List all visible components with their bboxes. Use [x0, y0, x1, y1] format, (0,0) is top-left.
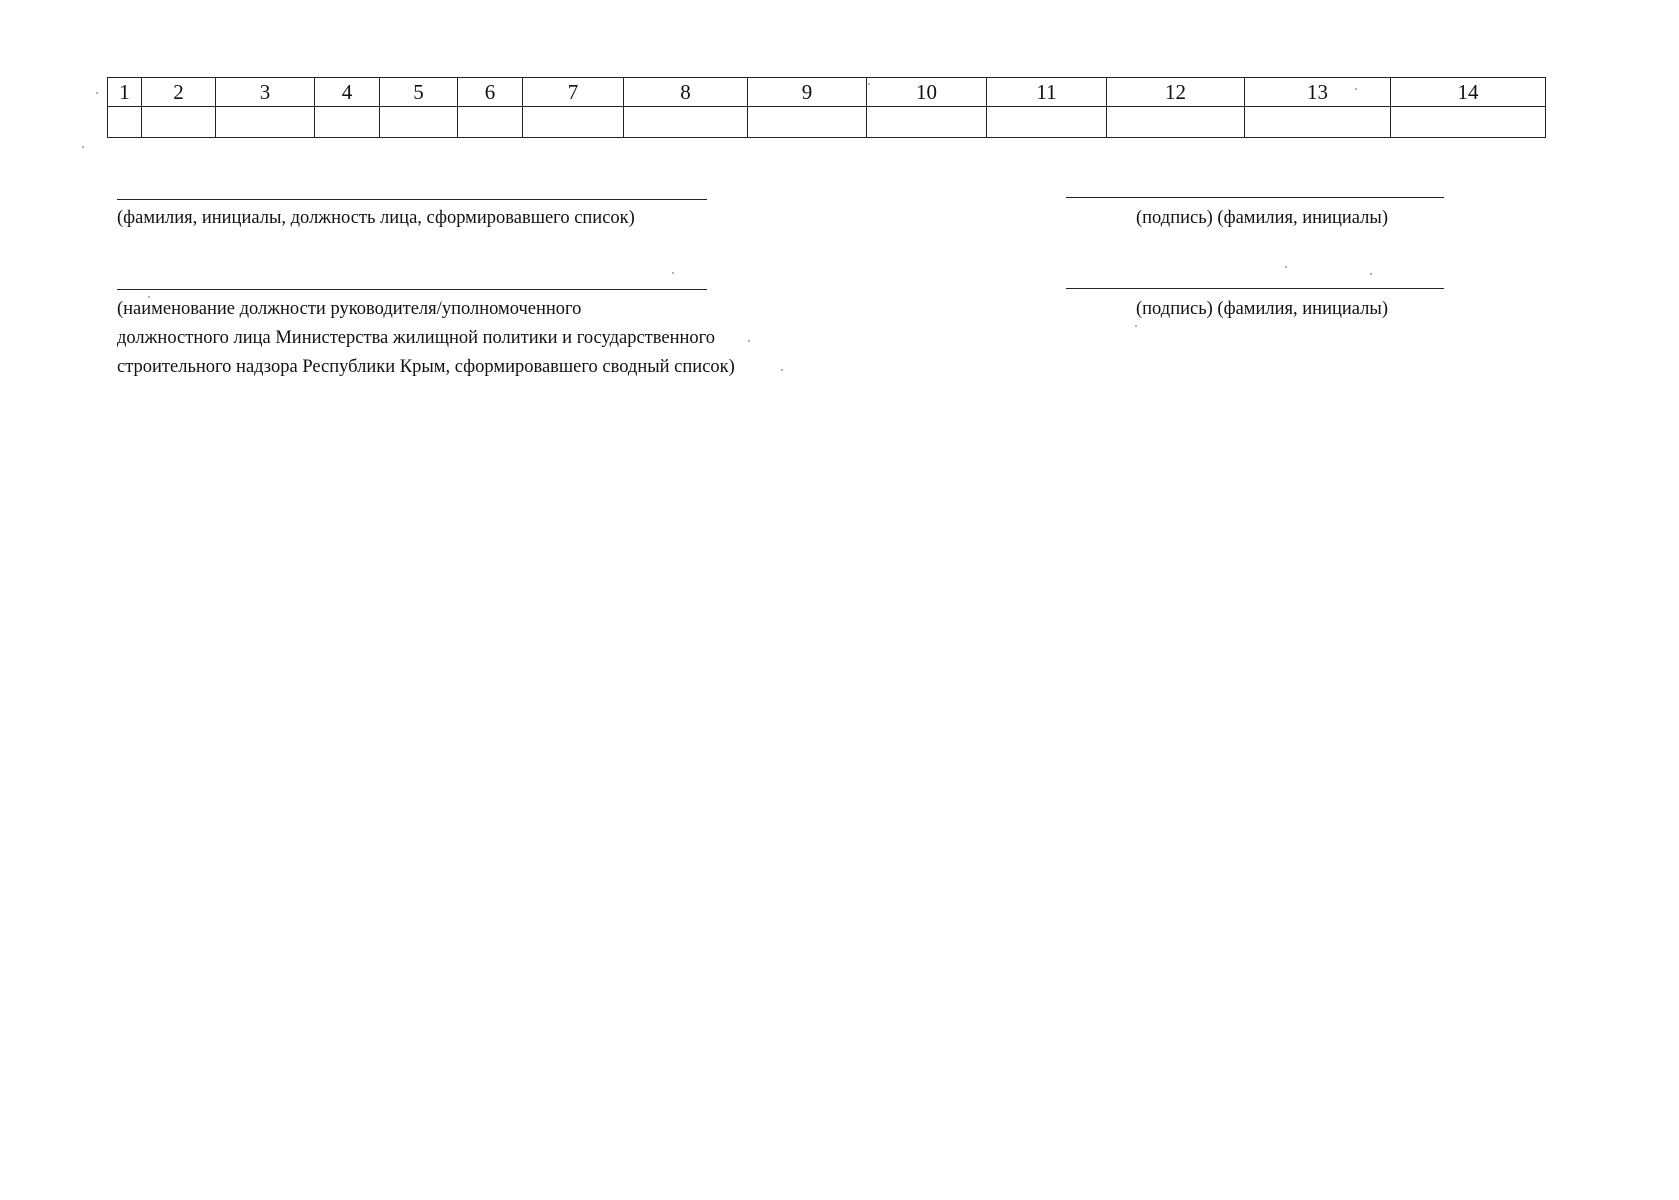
signature-line-official-sign [1066, 288, 1444, 289]
table-cell [315, 107, 380, 138]
official-sign-caption: (подпись) (фамилия, инициалы) [1136, 299, 1388, 319]
signature-line-compiler-sign [1066, 197, 1444, 198]
column-number: 1 [108, 78, 142, 107]
signature-line-official [117, 289, 707, 290]
table-empty-row [108, 107, 1546, 138]
column-number: 10 [867, 78, 987, 107]
column-number: 13 [1245, 78, 1391, 107]
table-cell [748, 107, 867, 138]
official-caption-line-1: (наименование должности руководителя/уполномоченного [117, 299, 582, 319]
table-header-row [108, 78, 1546, 107]
scan-speck [781, 369, 783, 371]
scan-speck [148, 296, 150, 298]
column-number: 14 [1391, 78, 1546, 107]
table-cell [523, 107, 624, 138]
scan-speck [1370, 273, 1372, 275]
table-cell [624, 107, 748, 138]
column-number: 2 [142, 78, 216, 107]
compiler-sign-caption: (подпись) (фамилия, инициалы) [1136, 208, 1388, 228]
table-cell [216, 107, 315, 138]
scan-speck [1285, 266, 1287, 268]
column-number: 12 [1107, 78, 1245, 107]
column-number: 5 [380, 78, 458, 107]
column-number: 3 [216, 78, 315, 107]
official-caption-line-2: должностного лица Министерства жилищной политики и государственного [117, 328, 716, 348]
compiler-caption: (фамилия, инициалы, должность лица, сформировавшего список) [117, 208, 635, 228]
table-cell [380, 107, 458, 138]
column-number: 11 [987, 78, 1107, 107]
table-cell [1245, 107, 1391, 138]
column-number-table [107, 77, 1546, 138]
scan-speck [672, 272, 674, 274]
scan-speck [1135, 325, 1137, 327]
column-number: 8 [624, 78, 748, 107]
table-cell [867, 107, 987, 138]
scan-speck [82, 146, 84, 148]
column-number: 4 [315, 78, 380, 107]
scan-speck [1355, 88, 1357, 90]
table-cell [987, 107, 1107, 138]
column-number: 7 [523, 78, 624, 107]
scan-speck [868, 83, 870, 85]
column-number: 6 [458, 78, 523, 107]
scan-speck [748, 340, 750, 342]
official-caption-line-3: строительного надзора Республики Крым, сформировавшего сводный список) [117, 357, 735, 377]
table-cell [1107, 107, 1245, 138]
table-cell [142, 107, 216, 138]
table-cell [458, 107, 523, 138]
table-cell [108, 107, 142, 138]
table-cell [1391, 107, 1546, 138]
scan-speck [96, 92, 98, 94]
signature-line-compiler [117, 199, 707, 200]
column-number: 9 [748, 78, 867, 107]
